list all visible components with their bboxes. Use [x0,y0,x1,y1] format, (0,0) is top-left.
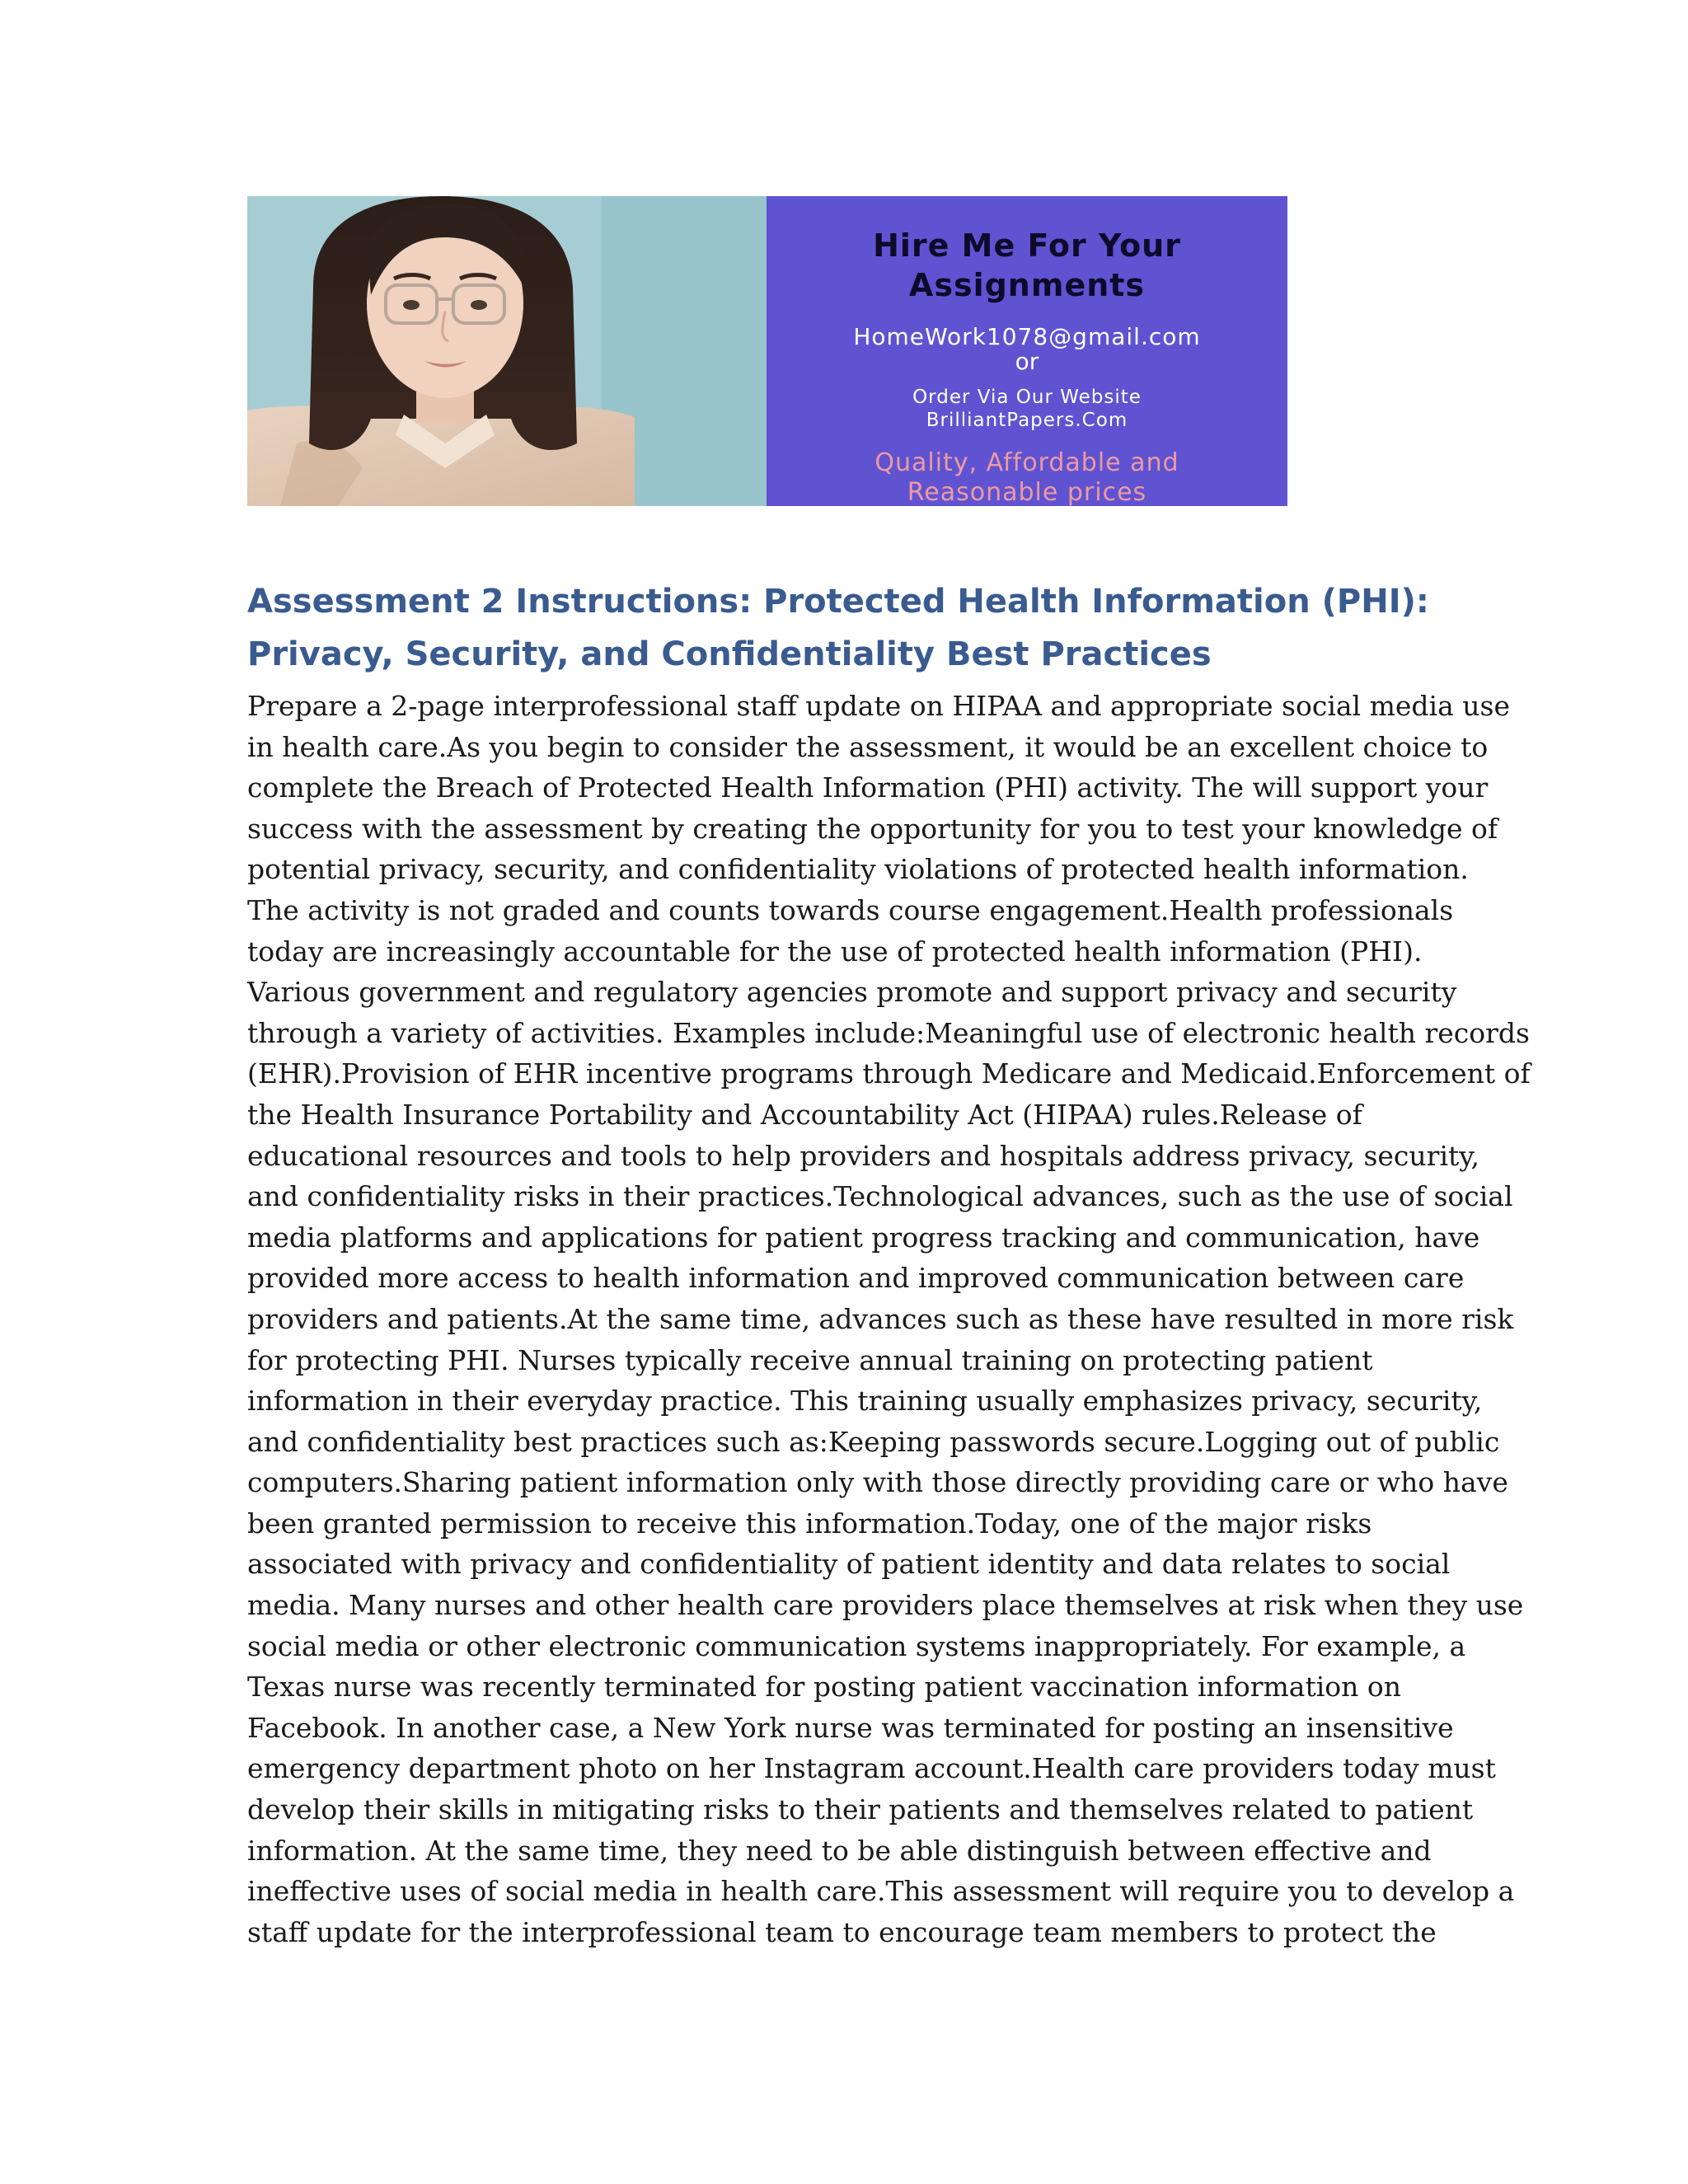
body-line: provided more access to health information and improved communication between care [247,1262,1465,1295]
body-line: Texas nurse was recently terminated for posting patient vaccination information on [247,1671,1402,1704]
body-line: Various government and regulatory agencies promote and support privacy and security [247,976,1457,1009]
promo-headline: Hire Me For Your Assignments [873,227,1181,303]
woman-portrait-image [247,196,767,506]
woman-portrait-illustration [247,196,767,506]
body-line: associated with privacy and confidentiality of patient identity and data relates to social [247,1548,1451,1581]
promo-order-line: Order Via Our Website [912,387,1142,408]
body-line: Prepare a 2-page interprofessional staff update on HIPAA and appropriate social media use [247,690,1510,722]
body-line: success with the assessment by creating the opportunity for you to test your knowledge of [247,812,1498,845]
body-line: today are increasingly accountable for the use of protected health information (PHI). [247,935,1423,968]
body-line: complete the Breach of Protected Health Information (PHI) activity. The will support your [247,771,1489,804]
body-line: and confidentiality best practices such as:Keeping passwords secure.Logging out of public [247,1425,1500,1458]
promo-website: BrilliantPapers.Com [926,410,1128,431]
body-line: through a variety of activities. Examples include:Meaningful use of electronic health records [247,1016,1530,1049]
advertisement-banner [247,196,1287,506]
body-line: media. Many nurses and other health care providers place themselves at risk when they use [247,1589,1524,1622]
body-line: media platforms and applications for patient progress tracking and communication, have [247,1221,1480,1254]
body-line: Facebook. In another case, a New York nurse was terminated for posting an insensitive [247,1711,1454,1744]
body-line: emergency department photo on her Instagram account.Health care providers today must [247,1752,1496,1785]
promo-or: or [1015,348,1039,375]
body-line: computers.Sharing patient information only with those directly providing care or who have [247,1466,1508,1499]
document-title: Assessment 2 Instructions: Protected Health Information (PHI): Privacy, Security, and Confidentiality Best Practices [247,583,1429,673]
promo-panel [767,196,1287,506]
body-line: social media or other electronic communication systems inappropriately. For example, a [247,1629,1466,1662]
body-line: (EHR).Provision of EHR incentive programs through Medicare and Medicaid.Enforcement of [247,1057,1531,1090]
promo-email: HomeWork1078@gmail.com [853,323,1201,350]
body-line: in health care.As you begin to consider the assessment, it would be an excellent choice to [247,730,1489,763]
body-line: for protecting PHI. Nurses typically receive annual training on protecting patient [247,1343,1373,1376]
body-line: the Health Insurance Portability and Accountability Act (HIPAA) rules.Release of [247,1098,1362,1131]
body-line: been granted permission to receive this information.Today, one of the major risks [247,1507,1372,1540]
document-body [247,686,1531,1952]
body-line: information. At the same time, they need to be able distinguish between effective and [247,1834,1432,1867]
body-line: providers and patients.At the same time, advances such as these have resulted in more risk [247,1302,1514,1335]
promo-quality-tagline: Quality, Affordable and Reasonable prices [874,448,1179,506]
body-line: and confidentiality risks in their practices.Technological advances, such as the use of social [247,1180,1513,1213]
body-line: educational resources and tools to help providers and hospitals address privacy, security, [247,1139,1480,1172]
body-line: staff update for the interprofessional team to encourage team members to protect the [247,1915,1437,1948]
body-line: potential privacy, security, and confidentiality violations of protected health information. [247,853,1469,886]
body-line: ineffective uses of social media in health care.This assessment will require you to develop a [247,1875,1515,1908]
body-line: develop their skills in mitigating risks to their patients and themselves related to patient [247,1793,1474,1826]
body-line: The activity is not graded and counts towards course engagement.Health professionals [247,893,1454,926]
body-line: information in their everyday practice. This training usually emphasizes privacy, security, [247,1385,1483,1418]
